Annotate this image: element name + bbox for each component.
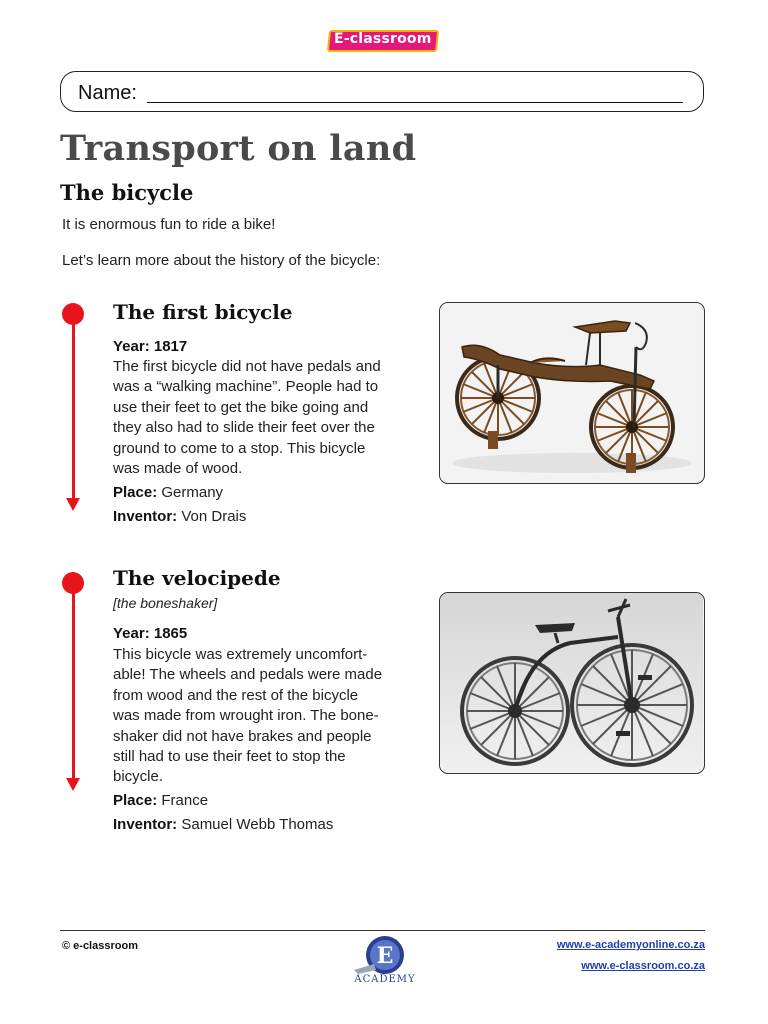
timeline-line [72,590,75,780]
body-line: bicycle. [113,768,164,786]
copyright-text: © e-classroom [62,940,138,952]
footer-divider [60,930,705,931]
place-label: Place: [113,484,158,501]
body-line: use their feet to get the bike going and [113,398,369,416]
intro-text-2: Let’s learn more about the history of the bicycle: [62,252,381,269]
inventor-row [113,508,246,525]
inventor-value: Samuel Webb Thomas [181,816,334,833]
body-line: ground to come to a stop. This bicycle [113,439,366,457]
place-row [113,792,208,809]
academy-logo-text: ACADEMY [354,974,416,985]
inventor-label: Inventor: [113,816,178,833]
name-write-line[interactable] [147,102,683,103]
logo-text: E-classroom [334,31,432,47]
section-body [113,645,423,788]
e-classroom-logo [328,30,440,56]
name-field[interactable] [60,71,704,112]
timeline-line [72,320,75,500]
name-label: Name: [78,82,137,104]
year-label: Year: 1865 [113,625,188,642]
svg-text:E: E [376,943,394,969]
page-title: Transport on land [60,128,417,169]
body-line: shaker did not have brakes and people [113,727,372,745]
draisine-photo [439,302,705,484]
inventor-value: Von Drais [181,508,247,525]
body-line: The first bicycle did not have pedals and [113,358,381,375]
body-line: able! The wheels and pedals were made [113,666,383,684]
year-label: Year: 1817 [113,338,188,355]
place-value: France [161,792,209,809]
timeline-arrow-icon [66,498,80,511]
section-title-velocipede: The velocipede [113,566,281,590]
body-line: was made of wood. [113,460,243,478]
inventor-label: Inventor: [113,508,178,525]
body-line: from wood and the rest of the bicycle [113,686,359,704]
inventor-row [113,816,333,833]
place-row [113,484,223,501]
academy-emblem-icon [352,934,418,976]
e-academy-logo [352,934,418,988]
velocipede-photo [439,592,705,774]
body-line: still had to use their feet to stop the [113,748,346,766]
place-value: Germany [161,484,224,501]
body-line: they also had to slide their feet over the [113,419,375,437]
section-title-first-bicycle: The first bicycle [113,300,293,324]
link-e-academyonline[interactable]: www.e-academyonline.co.za [556,939,705,951]
timeline-arrow-icon [66,778,80,791]
page-subtitle: The bicycle [60,180,194,205]
body-line: was made from wrought iron. The bone- [113,707,379,725]
section-subtitle: [the boneshaker] [113,595,218,611]
link-e-classroom[interactable]: www.e-classroom.co.za [581,960,705,972]
section-body [113,357,423,479]
place-label: Place: [113,792,158,809]
body-line: This bicycle was extremely uncomfort- [113,646,368,663]
intro-text-1: It is enormous fun to ride a bike! [62,216,276,233]
body-line: was a “walking machine”. People had to [113,378,379,396]
